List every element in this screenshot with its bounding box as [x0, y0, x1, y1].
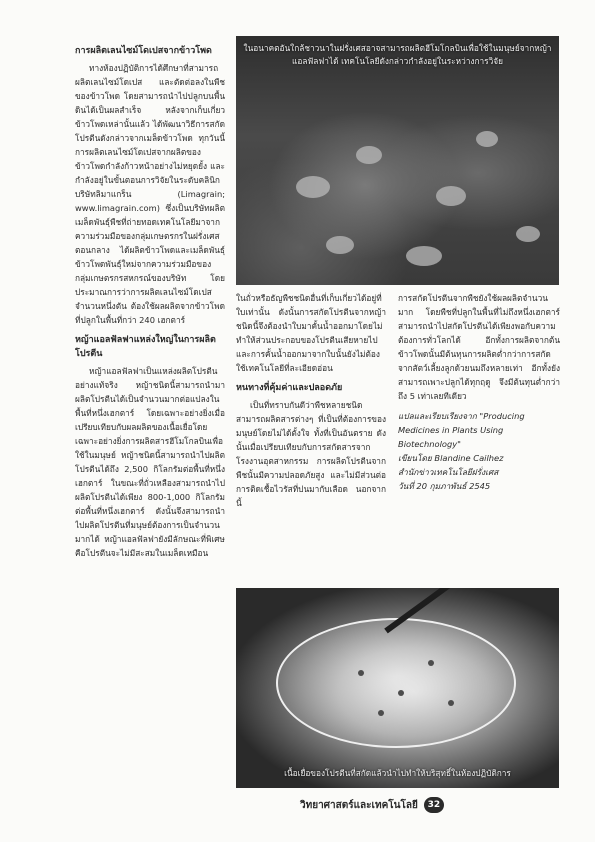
credit-author: เขียนโดย Blandine Cailhez	[398, 453, 504, 463]
right-column	[398, 291, 560, 581]
alfalfa-photo	[236, 36, 559, 285]
credit-date: วันที่ 20 กุมภาพันธ์ 2545	[398, 481, 491, 491]
middle-column	[236, 291, 386, 581]
top-photo-caption: ในอนาคตอันใกล้ชาวนาในฝรั่งเศสอาจสามารถผลิตฮีโมโกลบินเพื่อใช้ในมนุษย์จากหญ้าแอลฟัลฟาได้ เทคโนโลยีดังกล่าวกำลังอยู่ในระหว่างการวิจัย	[243, 43, 552, 66]
section-heading-corn: การผลิตเลนไซม์โดเปสจากข้าวโพด	[75, 46, 212, 56]
paragraph-safety: เป็นที่ทราบกันดีว่าพืชหลายชนิดสามารถผลิตสารต่างๆ ที่เป็นที่ต้องการของมนุษย์โดยไม่ได้ตั้งใจ ทั้งที่เป็นอันตราย ดังนั้นเมื่อเปรียบเทียบกับการสกัดสารจากโรงงานอุตสาหกรรม การผลิตโปรตีนจากพืชนั้นมีความปลอดภัยสูง และไม่มีส่วนต่อการติดเชื้อไวรัสที่ปนมากับเลือด นอกจากนี้	[236, 400, 386, 508]
page-footer	[300, 795, 580, 815]
bottom-photo-caption: เนื้อเยื่อของโปรตีนที่สกัดแล้วนำไปทำให้บริสุทธิ์ในห้องปฏิบัติการ	[284, 768, 511, 778]
petri-dish	[276, 618, 516, 748]
paragraph-cost: การสกัดโปรตีนจากพืชยังใช้ผลผลิตจำนวนมาก โดยพืชที่ปลูกในพื้นที่ไม่ถึงหนึ่งเฮกตาร์สามารถนำไปสกัดโปรตีนได้เพียงพอกับความต้องการทั่วโลกได้ อีกทั้งการผลิตจากต้นข้าวโพดนั้นมีต้นทุนการผลิตต่ำกว่าการสกัดจากสัตว์เลี้ยงลูกด้วยนมถึงหลายเท่า อีกทั้งยังสามารถเพาะปลูกได้ทุกฤดู จึงมีต้นทุนต่ำกว่าถึง 5 เท่าเลยทีเดียว	[398, 293, 560, 401]
paragraph-corn: ทางห้องปฏิบัติการได้ศึกษาที่สามารถผลิตเลนไซม์โดเปส และตัดต่อลงในพืชของข้าวโพด โดยสามารถนำไปปลูกบนพื้นดินได้เป็นผลสำเร็จ หลังจากเก็บเกี่ยวข้าวโพดเหล่านั้นแล้ว ได้พัฒนาวิธีการสกัดโปรตีนดังกล่าวจากเมล็ดข้าวโพด ทุกวันนี้การผลิตเลนไซม์โดเปสจากผลิตของข้าวโพดกำลังก้าวหน้าอย่างไม่หยุดยั้ง และกำลังอยู่ในขั้นตอนการวิจัยในระดับคลินิก บริษัทลิมาแกร็น (Limagrain; www.limagrain.com) ซึ่งเป็นบริษัทผลิตเมล็ดพันธุ์พืชที่ถ่ายทอดเทคโนโลยีมาจากความร่วมมือของกลุ่มเกษตรกรในฝรั่งเศสตอนกลาง ได้ผลิตข้าวโพดและเมล็ดพันธุ์ข้าวโพดพันธุ์ใหม่จากความร่วมมือของกลุ่มเกษตรกรสหกรณ์ของบริษัท โดยประมาณการว่าการผลิตเลนไซม์โดเปสจำนวนหนึ่งตัน ต้องใช้ผลผลิตจากข้าวโพดที่ปลูกในพื้นที่กว่า 240 เฮกตาร์	[75, 63, 225, 325]
paragraph-alfalfa-continued: ในถั่วหรือธัญพืชชนิดอื่นที่เก็บเกี่ยวได้อยู่ที่ใบเท่านั้น ดังนั้นการสกัดโปรตีนจากหญ้าชนิดนี้จึงต้องนำใบมาคั้นน้ำออกมาโดยไม่ทำให้ส่วนประกอบของโปรตีนเสียหายไป และการคั้นน้ำออกมาจากใบนั้นยังไม่ต้องใช้เทคโนโลยีที่ละเอียดอ่อน	[236, 293, 386, 373]
credit-agency: สำนักข่าวเทคโนโลยีฝรั่งเศส	[398, 467, 499, 477]
magazine-name: วิทยาศาสตร์และเทคโนโลยี	[300, 799, 418, 811]
paragraph-alfalfa: หญ้าแอลฟัลฟาเป็นแหล่งผลิตโปรตีนอย่างแท้จริง หญ้าชนิดนี้สามารถนำมาผลิตโปรตีนได้เป็นจำนวนมากต่อแปลงในพื้นที่หนึ่งเฮกตาร์ โดยเฉพาะอย่างยิ่งเมื่อเปรียบเทียบกับผลผลิตของเนื้อเยื่อโดยเฉพาะอย่างยิ่งการผลิตสารฮีโมโกลบินเพื่อใช้ในมนุษย์ หญ้าชนิดนี้สามารถนำไปผลิตโปรตีนได้ถึง 2,500 กิโลกรัมต่อพื้นที่หนึ่งเฮกตาร์ ในขณะที่ถั่วเหลืองสามารถนำไปผลิตโปรตีนได้เพียง 800-1,000 กิโลกรัมต่อพื้นที่หนึ่งเฮกตาร์ ดังนั้นจึงสามารถนำไปผลิตโปรตีนที่มนุษย์ต้องการเป็นจำนวนมากได้ หญ้าแอลฟัลฟายังมีลักษณะที่พิเศษคือโปรตีนจะไม่มีสะสมในเมล็ดเหมือน	[75, 366, 225, 558]
section-heading-safety: หนทางที่คุ้มค่าและปลอดภัย	[236, 383, 343, 393]
page-number: 32	[424, 797, 444, 813]
petri-dish-photo	[236, 588, 559, 788]
source-credit	[398, 409, 560, 493]
left-column	[75, 40, 225, 788]
credit-source-title: แปลและเรียบเรียงจาก "Producing Medicines in Plants Using Biotechnology"	[398, 411, 525, 449]
section-heading-alfalfa: หญ้าแอลฟัลฟาแหล่งใหญ่ในการผลิตโปรตีน	[75, 335, 216, 359]
